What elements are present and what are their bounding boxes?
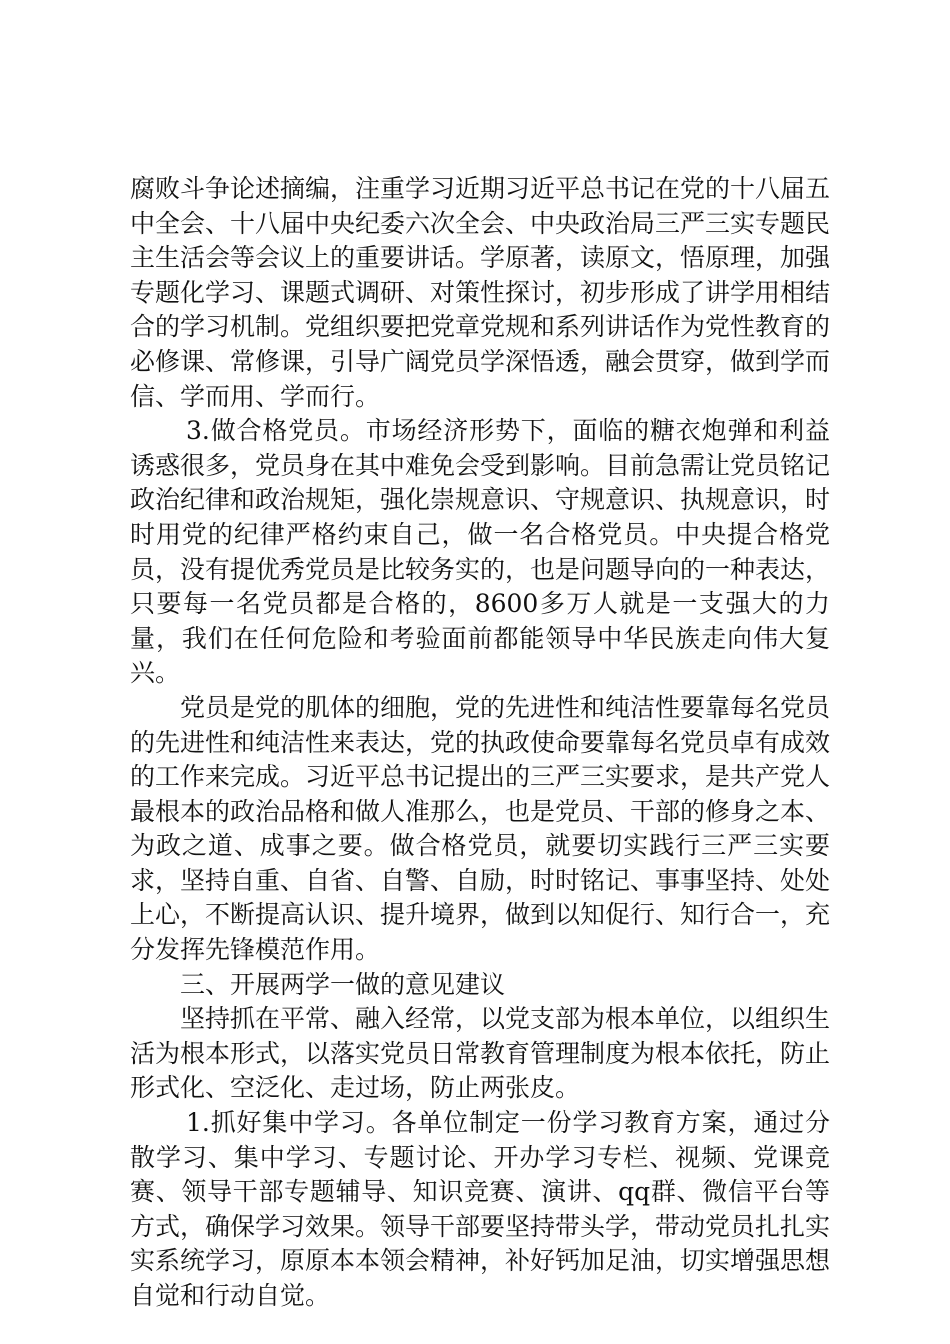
document-body: [130, 172, 830, 1314]
paragraph-item-3: 3.做合格党员。市场经济形势下，面临的糖衣炮弹和利益诱惑很多，党员身在其中难免会受到影响。目前急需让党员铭记政治纪律和政治规矩，强化崇规意识、守规意识、执规意识，时时用党的纪律严格约束自己，做一名合格党员。中央提合格党员，没有提优秀党员是比较务实的，也是问题导向的一种表达，只要每一名党员都是合格的，8600多万人就是一支强大的力量，我们在任何危险和考验面前都能领导中华民族走向伟大复兴。: [130, 416, 831, 688]
section-heading: 三、开展两学一做的意见建议: [180, 969, 506, 999]
paragraph-body: 党员是党的肌体的细胞，党的先进性和纯洁性要靠每名党员的先进性和纯洁性来表达，党的执政使命要靠每名党员卓有成效的工作来完成。习近平总书记提出的三严三实要求，是共产党人最根本的政治品格和做人准那么，也是党员、干部的修身之本、为政之道、成事之要。做合格党员，就要切实践行三严三实要求，坚持自重、自省、自警、自励，时时铭记、事事坚持、处处上心，不断提高认识、提升境界，做到以知促行、知行合一，充分发挥先锋模范作用。: [130, 692, 831, 965]
paragraph-intro: 坚持抓在平常、融入经常，以党支部为根本单位，以组织生活为根本形式，以落实党员日常教育管理制度为根本依托，防止形式化、空泛化、走过场，防止两张皮。: [130, 1004, 831, 1103]
paragraph-item-1: 1.抓好集中学习。各单位制定一份学习教育方案，通过分散学习、集中学习、专题讨论、开办学习专栏、视频、党课竞赛、领导干部专题辅导、知识竞赛、演讲、qq群、微信平台等方式，确保学习效果。领导干部要坚持带头学，带动党员扎扎实实系统学习，原原本本领会精神，补好钙加足油，切实增强思想自觉和行动自觉。: [130, 1108, 831, 1310]
paragraph-continuation: 腐败斗争论述摘编，注重学习近期习近平总书记在党的十八届五中全会、十八届中央纪委六次全会、中央政治局三严三实专题民主生活会等会议上的重要讲话。学原著，读原文，悟原理，加强专题化学习、课题式调研、对策性探讨，初步形成了讲学用相结合的学习机制。党组织要把党章党规和系列讲话作为党性教育的必修课、常修课，引导广阔党员学深悟透，融会贯穿，做到学而信、学而用、学而行。: [130, 174, 831, 411]
